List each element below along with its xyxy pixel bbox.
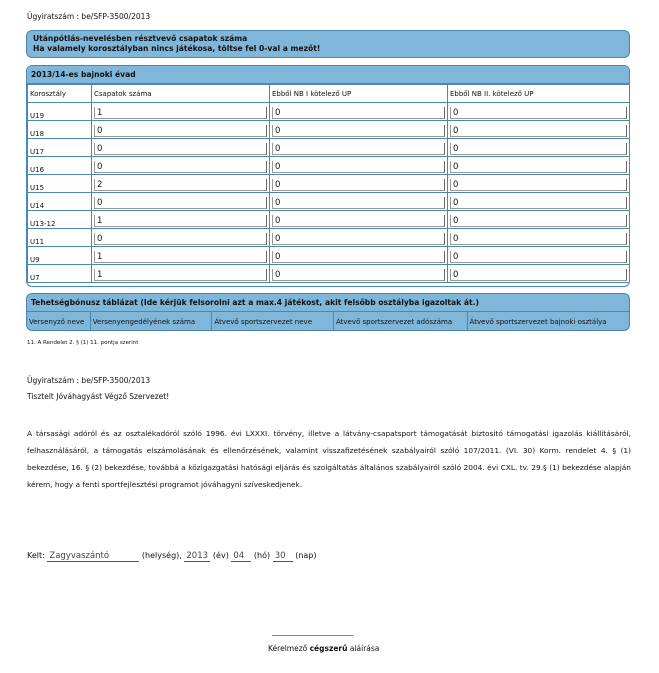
table-row bbox=[28, 247, 630, 265]
nb1-cell bbox=[270, 247, 448, 265]
age-cell: U11 bbox=[28, 229, 92, 247]
signature-line: ___________________________ bbox=[272, 628, 353, 636]
nb2-cell bbox=[448, 139, 630, 157]
teams-input[interactable]: 1 bbox=[94, 107, 267, 119]
signature-label-pre: Kérelmező bbox=[268, 644, 310, 653]
nb2-input[interactable]: 0 bbox=[450, 269, 627, 281]
nb2-input[interactable]: 0 bbox=[450, 179, 627, 191]
col-nb2: Ebből NB II. kötelező UP bbox=[448, 85, 630, 103]
nb1-input[interactable]: 0 bbox=[272, 125, 445, 137]
age-cell: U13-12 bbox=[28, 211, 92, 229]
teams-input[interactable]: 0 bbox=[94, 125, 267, 137]
age-cell: U18 bbox=[28, 121, 92, 139]
table-row bbox=[28, 103, 630, 121]
nb2-input[interactable]: 0 bbox=[450, 197, 627, 209]
nb1-cell bbox=[270, 211, 448, 229]
table-row bbox=[28, 265, 630, 283]
month-suffix: (hó) bbox=[253, 551, 271, 560]
table-row bbox=[28, 211, 630, 229]
kelt-label: Kelt: bbox=[27, 551, 45, 560]
teams-input[interactable]: 1 bbox=[94, 251, 267, 263]
teams-input[interactable]: 0 bbox=[94, 161, 267, 173]
greeting: Tisztelt Jóváhagyást Végző Szervezet! bbox=[27, 392, 170, 401]
header-line-2: Ha valamely korosztályban nincs játékosa, töltse fel 0-val a mezőt! bbox=[33, 44, 321, 53]
age-cell: U14 bbox=[28, 193, 92, 211]
header-line-1: Utánpótlás-nevelésben résztvevő csapatok száma bbox=[33, 34, 248, 43]
nb2-input[interactable]: 0 bbox=[450, 125, 627, 137]
col-age: Korosztály bbox=[28, 85, 92, 103]
age-cell: U7 bbox=[28, 265, 92, 283]
day-suffix: (nap) bbox=[295, 551, 317, 560]
nb2-cell bbox=[448, 265, 630, 283]
nb2-input[interactable]: 0 bbox=[450, 215, 627, 227]
day-field[interactable]: 30 bbox=[273, 551, 293, 562]
table-row bbox=[28, 157, 630, 175]
signature-label-bold: cégszerű bbox=[309, 644, 348, 653]
nb1-input[interactable]: 0 bbox=[272, 161, 445, 173]
case-number: Ügyiratszám : be/SFP-3500/2013 bbox=[27, 12, 151, 21]
year-suffix: (év) bbox=[212, 551, 229, 560]
teams-cell bbox=[92, 175, 270, 193]
nb1-input[interactable]: 0 bbox=[272, 215, 445, 227]
teams-cell bbox=[92, 139, 270, 157]
nb2-input[interactable]: 0 bbox=[450, 233, 627, 245]
talent-col-license: Versenyengedélyének száma bbox=[91, 312, 213, 331]
nb1-input[interactable]: 0 bbox=[272, 107, 445, 119]
talent-bonus-table bbox=[26, 293, 630, 331]
age-cell: U9 bbox=[28, 247, 92, 265]
nb1-input[interactable]: 0 bbox=[272, 233, 445, 245]
nb1-cell bbox=[270, 139, 448, 157]
nb2-cell bbox=[448, 193, 630, 211]
nb2-cell bbox=[448, 103, 630, 121]
nb2-input[interactable]: 0 bbox=[450, 107, 627, 119]
signature-label-post: aláírása bbox=[347, 644, 380, 653]
teams-cell bbox=[92, 229, 270, 247]
place-field[interactable]: Zagyvaszántó bbox=[47, 551, 139, 562]
nb1-input[interactable]: 0 bbox=[272, 251, 445, 263]
nb2-cell bbox=[448, 175, 630, 193]
teams-cell bbox=[92, 247, 270, 265]
nb1-cell bbox=[270, 121, 448, 139]
youth-teams-header bbox=[26, 30, 630, 58]
table-row bbox=[28, 193, 630, 211]
talent-col-club-division: Átvevő sportszervezet bajnoki osztálya bbox=[469, 318, 607, 326]
nb1-cell bbox=[270, 193, 448, 211]
nb1-cell bbox=[270, 265, 448, 283]
nb2-cell bbox=[448, 247, 630, 265]
case-number-2: Ügyiratszám : be/SFP-3500/2013 bbox=[27, 376, 151, 385]
talent-col-name: Versenyző neve bbox=[27, 312, 91, 331]
nb2-input[interactable]: 0 bbox=[450, 251, 627, 263]
request-paragraph: A társasági adóról és az osztalékadóról szóló 1996. évi LXXXI. törvény, illetve a látvány-csapatsport támogatását biztosító támogatási igazolás kiállításáról, felhasználásáról, a támogatás elszámolásának és ellenőrzésének, valamint visszafizetésének szabályairól szóló 107/2011. (VI. 30) Korm. rendelet 4. § (1) bekezdése, 16. § (2) bekezdése, továbbá a közigazgatási hatósági eljárás és szolgáltatás általános szabályairól szóló 2004. évi CXL. tv. 29.§ (1) bekezdése alapján kérem, hogy a fenti sportfejlesztési programot jóváhagyni szíveskedjenek. bbox=[27, 429, 631, 489]
table-row bbox=[28, 229, 630, 247]
place-suffix: (helység), bbox=[141, 551, 182, 560]
footnote: 11. A Rendelet 2. § (1) 11. pontja szerint bbox=[27, 340, 139, 346]
nb1-input[interactable]: 0 bbox=[272, 197, 445, 209]
nb1-cell bbox=[270, 229, 448, 247]
nb2-cell bbox=[448, 121, 630, 139]
table-row bbox=[28, 139, 630, 157]
age-cell: U15 bbox=[28, 175, 92, 193]
teams-cell bbox=[92, 193, 270, 211]
teams-input[interactable]: 0 bbox=[94, 197, 267, 209]
nb1-input[interactable]: 0 bbox=[272, 269, 445, 281]
season-table bbox=[26, 65, 630, 287]
age-cell: U16 bbox=[28, 157, 92, 175]
talent-header-row bbox=[27, 312, 629, 331]
teams-input[interactable]: 1 bbox=[94, 269, 267, 281]
teams-cell bbox=[92, 265, 270, 283]
nb2-input[interactable]: 0 bbox=[450, 143, 627, 155]
nb1-cell bbox=[270, 103, 448, 121]
teams-cell bbox=[92, 157, 270, 175]
nb1-input[interactable]: 0 bbox=[272, 143, 445, 155]
age-cell: U17 bbox=[28, 139, 92, 157]
talent-col-club-tax: Átvevő sportszervezet adószáma bbox=[334, 312, 468, 331]
nb2-input[interactable]: 0 bbox=[450, 161, 627, 173]
col-nb1: Ebből NB I kötelező UP bbox=[270, 85, 448, 103]
signature-label bbox=[268, 644, 379, 653]
teams-input[interactable]: 0 bbox=[94, 233, 267, 245]
nb1-cell bbox=[270, 175, 448, 193]
teams-cell bbox=[92, 103, 270, 121]
season-grid bbox=[27, 84, 630, 283]
teams-input[interactable]: 0 bbox=[94, 143, 267, 155]
age-cell: U19 bbox=[28, 103, 92, 121]
nb1-input[interactable]: 0 bbox=[272, 179, 445, 191]
col-teams: Csapatok száma bbox=[92, 85, 270, 103]
talent-col-club-name: Átvevő sportszervezet neve bbox=[212, 312, 334, 331]
nb2-cell bbox=[448, 157, 630, 175]
month-field[interactable]: 04 bbox=[231, 551, 251, 562]
table-row bbox=[28, 175, 630, 193]
teams-cell bbox=[92, 211, 270, 229]
teams-input[interactable]: 2 bbox=[94, 179, 267, 191]
talent-table-title: Tehetségbónusz táblázat (Ide kérjük felsorolni azt a max.4 játékost, akit felsőbb osztályba igazoltak át.) bbox=[27, 294, 629, 312]
nb2-cell bbox=[448, 229, 630, 247]
year-field[interactable]: 2013 bbox=[184, 551, 210, 562]
date-line bbox=[27, 551, 317, 562]
nb2-cell bbox=[448, 211, 630, 229]
season-table-title: 2013/14-es bajnoki évad bbox=[27, 66, 629, 84]
nb1-cell bbox=[270, 157, 448, 175]
table-row bbox=[28, 121, 630, 139]
teams-cell bbox=[92, 121, 270, 139]
teams-input[interactable]: 1 bbox=[94, 215, 267, 227]
